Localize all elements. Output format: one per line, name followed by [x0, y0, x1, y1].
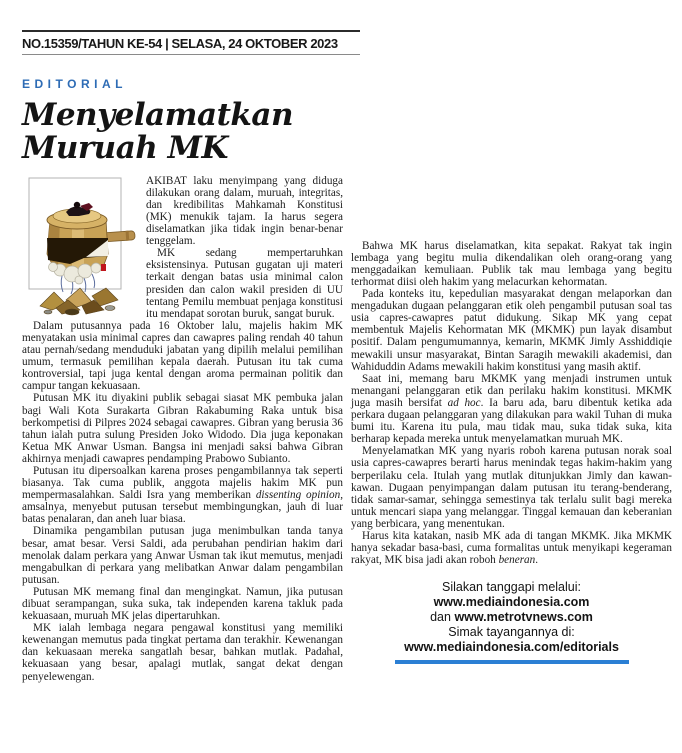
- issue-date-line: NO.15359/TAHUN KE-54 | SELASA, 24 OKTOBER 2023: [22, 36, 338, 51]
- text-run: www.metrotvnews.com: [454, 610, 593, 625]
- article-column-left: [22, 175, 343, 683]
- respond-url-mediaindonesia[interactable]: [351, 595, 672, 610]
- respond-url-metrotvnews[interactable]: [351, 610, 672, 625]
- masthead-bottom-rule: [22, 54, 360, 55]
- text-run: Silakan tanggapi melalui:: [442, 580, 581, 595]
- editorial-paragraph: Harus kita katakan, nasib MK ada di tangan MKMK. Jika MKMK hanya sekadar basa-basi, cuma formalitas untuk menyikapi kegeraman rakyat, MK bisa jadi akan roboh beneran.: [351, 529, 672, 567]
- headline-line2: Muruah MK: [22, 129, 228, 166]
- editorial-paragraph: Dalam putusannya pada 16 Oktober lalu, majelis hakim MK menyatakan usia minimal capres dan cawapres paling rendah 40 tahun atau pernah/sedang menduduki jabatan yang dipilih melalui pemilihan umum, termasuk pemilihan kepala daerah. Putusan itu tak cuma kontroversial, tapi juga kental dengan aroma permainan politik dan campur tangan kekuasaan.: [22, 319, 343, 393]
- gavel-cartoon-svg: [22, 176, 138, 318]
- article-column-right: [351, 175, 672, 683]
- headline-line1: Menyelamatkan: [22, 97, 293, 133]
- text-run: Simak tayangannya di:: [448, 625, 575, 640]
- editorial-paragraph: MK ialah lembaga negara pengawal konstitusi yang memiliki kewenangan memutus pada tingkat pertama dan terakhir. Kewenangan dan kekuasaan mereka sangatlah besar, bahkan mutlak. Padahal, kekuasaan yang besar, apalagi mutlak, sangat dekat dengan penyelewengan.: [22, 622, 343, 683]
- editorial-paragraph: AKIBAT laku menyimpang yang diduga dilakukan orang dalam, muruah, integritas, dan kredibilitas Mahkamah Konstitusi (MK) menukik tajam. Ia harus segera diselamatkan jika tidak ingin benar-benar tenggelam.: [146, 174, 343, 248]
- respond-intro-line: [351, 580, 672, 595]
- editorial-paragraph: Putusan itu dipersoalkan karena proses pengambilannya tak seperti biasanya. Tak cuma publik, anggota majelis hakim MK pun mempermasalahkan. Saldi Isra yang memberikan dissenting opinion, amsalnya, menyebut putusan tersebut membingungkan, jauh di luar batas penalaran, dan aneh luar biasa.: [22, 464, 343, 526]
- right-column-text: [351, 240, 672, 567]
- text-run: www.mediaindonesia.com/editorials: [404, 640, 619, 655]
- editorial-paragraph: Saat ini, memang baru MKMK yang menjadi instrumen untuk menangani pelanggaran etik dan perilaku hakim konstitusi. MKMK juga masih bersifat ad hoc. Ia baru ada, baru dibentuk ketika ada perkara dugaan pelanggaran yang dilakukan para wakil Tuhan di muka bumi itu. Karena itu pula, mau tidak mau, suka tidak suka, kita berharap kepada mereka untuk menyelamatkan muruah MK.: [351, 372, 673, 446]
- text-run: dan: [430, 610, 455, 625]
- article-columns: [22, 175, 672, 683]
- respond-block: [351, 580, 672, 664]
- editorial-paragraph: Menyelamatkan MK yang nyaris roboh karena putusan norak soal usia capres-cawapres berarti harus menindak tegas hakim-hakim yang berperilaku cela. Itulah yang mutlak ditunjukkan Jimly dan kawan-kawan. Dugaan penyimpangan dalam putusan itu terang-benderang, tidak samar-samar, sehingga semestinya tak terlalu sulit bagi mereka untuk mencari siapa yang melanggar. Tinggal kemauan dan keberanian yang berbicara, yang menentukan.: [351, 445, 672, 530]
- editorial-kicker: EDITORIAL: [22, 77, 127, 91]
- footer-blue-bar: [395, 660, 629, 664]
- editorial-paragraph: Putusan MK itu diyakini publik sebagai siasat MK pembuka jalan bagi Wali Kota Surakarta Gibran Rakabuming Raka untuk bisa berkompetisi di Pilpres 2024 sebagai cawapres. Gibran yang berusia 36 tahun ialah putra sulung Presiden Joko Widodo. Dia juga keponakan Ketua MK Anwar Usman. Bangsa ini menjadi saksi bahwa Gibran akhirnya menjadi cawapres pendamping Prabowo Subianto.: [22, 392, 343, 465]
- masthead: [22, 30, 360, 55]
- editorial-headline: [22, 99, 672, 165]
- crumbling-gavel-illustration: [22, 176, 138, 318]
- editorial-paragraph: MK sedang mempertaruhkan eksistensinya. Putusan gugatan uji materi terkait dengan batas usia minimal calon presiden dan calon wakil presiden di UU tentang Pemilu membuat penjaga konstitusi itu mendapat sorotan buruk, sangat buruk.: [146, 247, 343, 320]
- editorial-paragraph: Putusan MK memang final dan mengingkat. Namun, jika putusan dibuat serampangan, suka suka, tak independen karena takluk pada kekuasaan, muruah MK jelas dipertaruhkan.: [22, 585, 343, 623]
- respond-url-editorials[interactable]: [351, 640, 672, 655]
- editorial-paragraph: Dinamika pengambilan putusan juga menimbulkan tanda tanya besar, amat besar. Versi Saldi, ada perubahan pendirian hakim dari menolak dalam perkara yang Anwar Usman tak ikut memutus, menjadi mengabulkan di perkara yang melibatkan Anwar dalam pengambilan putusan.: [22, 525, 343, 586]
- editorial-paragraph: Bahwa MK harus diselamatkan, kita sepakat. Rakyat tak ingin lembaga yang begitu mulia dikendalikan oleh orang-orang yang menggadaikan kemuliaan. Publik tak mau lembaga yang begitu terhormat diisi oleh hakim yang melacurkan kehormatan.: [351, 239, 672, 288]
- respond-watch-line: [351, 625, 672, 640]
- editorial-paragraph: Pada konteks itu, kepedulian masyarakat dengan melaporkan dan mengadukan dugaan pelanggaran etik oleh pengambil putusan soal tas usia capres-cawapres patut didukung. Sikap MK yang cepat membentuk Majelis Kehormatan MK (MKMK) pun layak disambut positif. Dalam pengumumannya, kemarin, MKMK Jimly Asshiddiqie mewakili unsur masyarakat, Bintan Saragih mewakili akademisi, dan Wahiduddin Adams mewakili hakim konstitusi yang masih aktif.: [351, 288, 672, 373]
- text-run: www.mediaindonesia.com: [433, 595, 590, 610]
